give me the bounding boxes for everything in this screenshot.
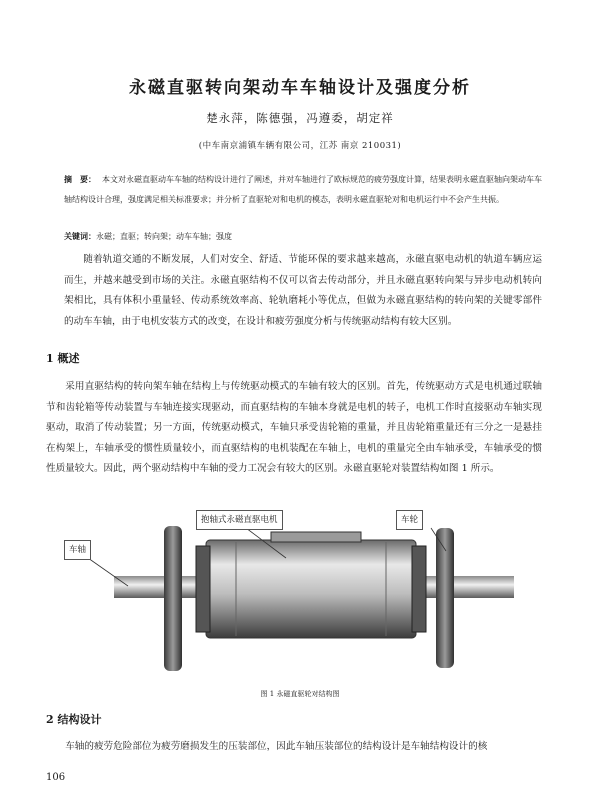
motor-top-mount	[271, 532, 361, 542]
callout-motor: 抱轴式永磁直驱电机	[196, 510, 283, 530]
abstract-text: 本文对永磁直驱动车车轴的结构设计进行了阐述，并对车轴进行了欧标规范的疲劳强度计算，结果表明永磁直驱轴向架动车车轴结构设计合理，强度满足相关标准要求；并分析了直驱轮对和电机的模态，表明永磁直驱轮对和电机运行中不会产生共振。	[64, 175, 542, 204]
wheelset-illustration	[56, 506, 562, 686]
keywords-label: 关键词：	[64, 231, 96, 241]
section-2-heading: 2 结构设计	[46, 713, 102, 726]
intro-paragraph: 随着轨道交通的不断发展，人们对安全、舒适、节能环保的要求越来越高，永磁直驱电动机的轨道车辆应运而生，并越来越受到市场的关注。永磁直驱结构不仅可以省去传动部分，并且永磁直驱转向架与异步电动机转向架相比，具有体积小重量轻、传动系统效率高、轮轨磨耗小等优点，但做为永磁直驱结构的转向架的关键零部件的动车车轴，由于电机安装方式的改变，在设计和疲劳强度分析与传统驱动结构有较大区别。	[64, 254, 542, 327]
abstract	[64, 170, 542, 209]
section-1-paragraph: 采用直驱结构的转向架车轴在结构上与传统驱动模式的车轴有较大的区别。首先，传统驱动方式是电机通过联轴节和齿轮箱等传动装置与车轴连接实现驱动，而直驱结构的车轴本身就是电机的转子，电机工作时直接驱动车轴实现驱动，取消了传动装置；另一方面，传统驱动模式，车轴只承受齿轮箱的重量，并且齿轮箱重量还有三分之一是悬挂在构架上，车轴承受的惯性质量较小，而直驱结构的电机装配在车轴上，电机的重量完全由车轴承受，车轴承受的惯性质量较大。因此，两个驱动结构中车轴的受力工况会有较大的区别。永磁直驱轮对装置结构如图 1 所示。	[46, 381, 542, 474]
affiliation: (中车南京浦镇车辆有限公司，江苏 南京 210031)	[198, 141, 402, 151]
abstract-label: 摘 要：	[64, 174, 96, 184]
section-1-heading: 1 概述	[46, 352, 80, 365]
left-wheel	[164, 526, 182, 671]
page-number: 106	[46, 772, 66, 783]
figure-1	[56, 506, 562, 686]
callout-wheel: 车轮	[396, 510, 423, 530]
keywords	[64, 231, 542, 242]
figure-caption: 图 1 永磁直驱轮对结构图	[260, 690, 340, 698]
paper-title: 永磁直驱转向架动车车轴设计及强度分析	[129, 78, 471, 98]
callout-axle: 车轴	[64, 540, 91, 560]
section-2-paragraph: 车轴的疲劳危险部位为疲劳磨损发生的压装部位，因此车轴压装部位的结构设计是车轴结构设计的核	[65, 741, 488, 752]
motor-housing	[206, 540, 416, 638]
authors: 楚永萍，陈德强，冯遵委，胡定祥	[206, 111, 394, 125]
keywords-text: 永磁；直驱；转向架；动车车轴；强度	[96, 232, 232, 241]
motor-flange-right	[412, 546, 426, 632]
motor-flange-left	[196, 546, 210, 632]
